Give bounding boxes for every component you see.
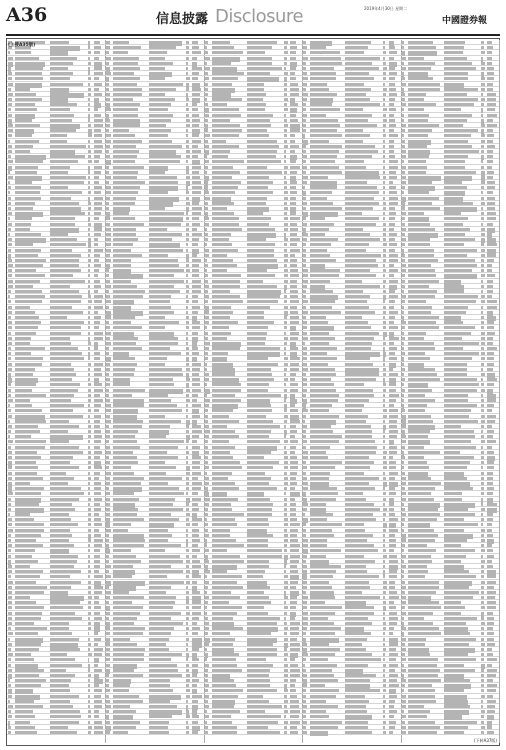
table-row [401, 730, 499, 735]
newspaper-logo: 中國證券報 [442, 16, 488, 26]
page-number: A36 [6, 4, 48, 26]
table-row [105, 730, 203, 735]
table-column [302, 40, 401, 743]
table-row [7, 730, 105, 735]
table-column [7, 40, 106, 743]
table-column [105, 40, 204, 743]
dateline: 2019年4月30日 星期二 [364, 6, 408, 11]
continuation-footer: (下转A37版) [474, 738, 497, 743]
continuation-headline: (上接A35版) [8, 43, 36, 48]
table-column [204, 40, 303, 743]
masthead-rule [6, 34, 500, 36]
table-row [204, 730, 302, 735]
masthead [6, 4, 500, 32]
table-column [401, 40, 500, 743]
table-row [302, 730, 400, 735]
section-title-en: Disclosure [215, 6, 304, 27]
section-title-cn: 信息披露 [156, 12, 209, 27]
